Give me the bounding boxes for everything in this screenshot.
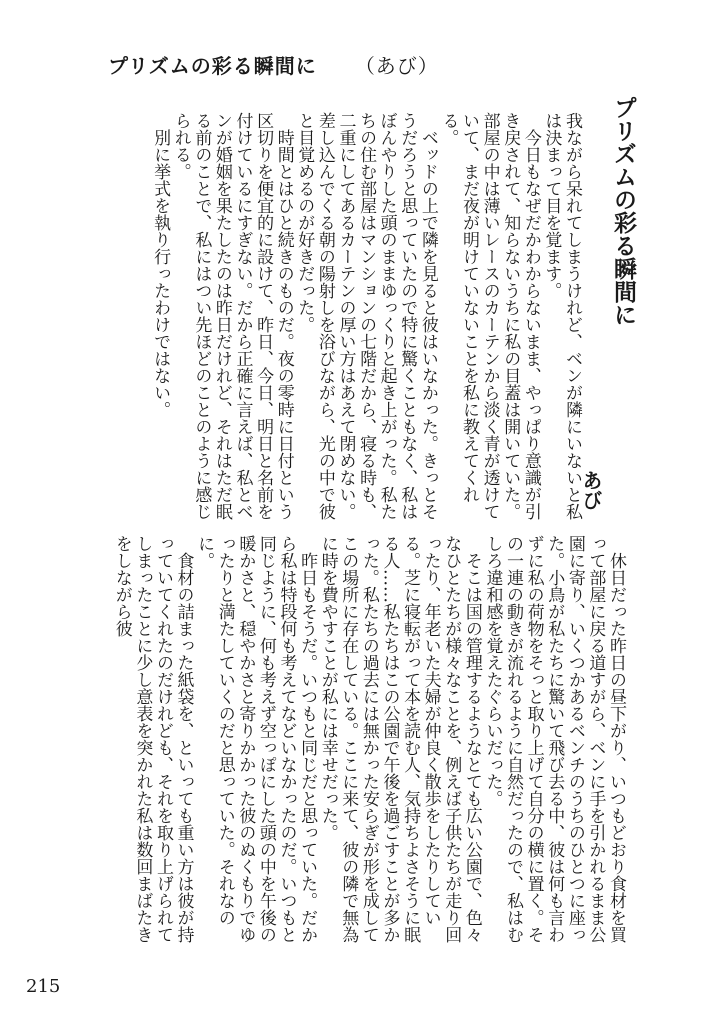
lower-text-block (111, 535, 626, 955)
paragraph: 昨日もそうだ。いつもと同じだと思っていた。だから私は特段何も考えてなどいなかったのだ。いつもと同じように、何も考えず空っぽにした頭の中を午後の暖かさと、穏やかさと寄りかかった彼のぬくもりでゆったりと満たしていくのだと思っていた。それなのに。 (194, 535, 318, 943)
paragraph: 時間とはひと続きのものだ。夜の零時に日付という区切りを便宜的に設けて、昨日、今日、明日と名前を付けているにすぎない。だから正確に言えば、私とベンが婚姻を果たしたのは昨日だけれど、それはただ眠る前のことで、私にはつい先ほどのことのように感じられる。 (170, 112, 294, 520)
running-header-title: プリズムの彩る瞬間に (108, 54, 317, 78)
paragraph: 休日だった昨日の昼下がり、いつもどおり食材を買って部屋に戻る道すがら、ベンに手を引かれるまま公園に寄り、いくつかあるベンチのうちのひとつに座った。小鳥が私たちに驚いて飛び去る中、彼は何も言わずに私の荷物をそっと取り上げて自分の横に置く。その一連の動きが流れるように自然だったので、私はむしろ違和感を覚えたぐらいだった。 (482, 535, 626, 943)
paragraph: そこは国の管理するようなとても広い公園で、色々なひとたちが様々なことを、例えば子供たちが走り回ったり、年老いた夫婦が仲良く散歩をしたりしている。芝に寝転がって本を読む人、気持ちよさそうに眠る人……私たちはこの公園で午後を過ごすことが多かった。私たちの過去には無かった安らぎが形を成してこの場所に存在している。ここに来て、彼の隣で無為に時を費やすことが私には幸せだった。 (317, 535, 482, 943)
paragraph: 別に挙式を執り行ったわけではない。 (150, 129, 171, 418)
running-header-author: （あび） (354, 54, 439, 78)
upper-text-block (150, 112, 582, 522)
running-header (108, 50, 439, 79)
story-author: あび (579, 470, 603, 510)
paragraph: ベッドの上で隣を見ると彼はいなかった。きっとそうだろうと思っていたので特に驚くこともなく、私はぼんやりした頭のままゆっくりと起き上がった。私たちの住む部屋はマンションの七階だから、寝る時も、二重にしてあるカーテンの厚い方はあえて閉めない。差し込んでくる朝の陽射しを浴びながら、光の中で彼と目覚めるのが好きだった。 (294, 112, 438, 520)
paragraph: 今日もなぜだかわからないまま、やっぱり意識が引き戻されて、知らないうちに私の目蓋は開いていた。部屋の中は薄いレースのカーテンから淡く青が透けていて、まだ夜が明けていないことを私に教えてくれる。 (438, 112, 541, 520)
story-title: プリズムの彩る瞬間に (610, 96, 637, 326)
paragraph: 我ながら呆れてしまうけれど、ベンが隣にいないと私は決まって目を覚ます。 (541, 112, 582, 520)
paragraph: 食材の詰まった紙袋を、といっても重い方は彼が持っていてくれたのだけれども、それを取り上げられてしまったことに少し意表を突かれた私は数回まばたきをしながら彼 (111, 535, 194, 943)
page-number: 215 (26, 976, 61, 997)
